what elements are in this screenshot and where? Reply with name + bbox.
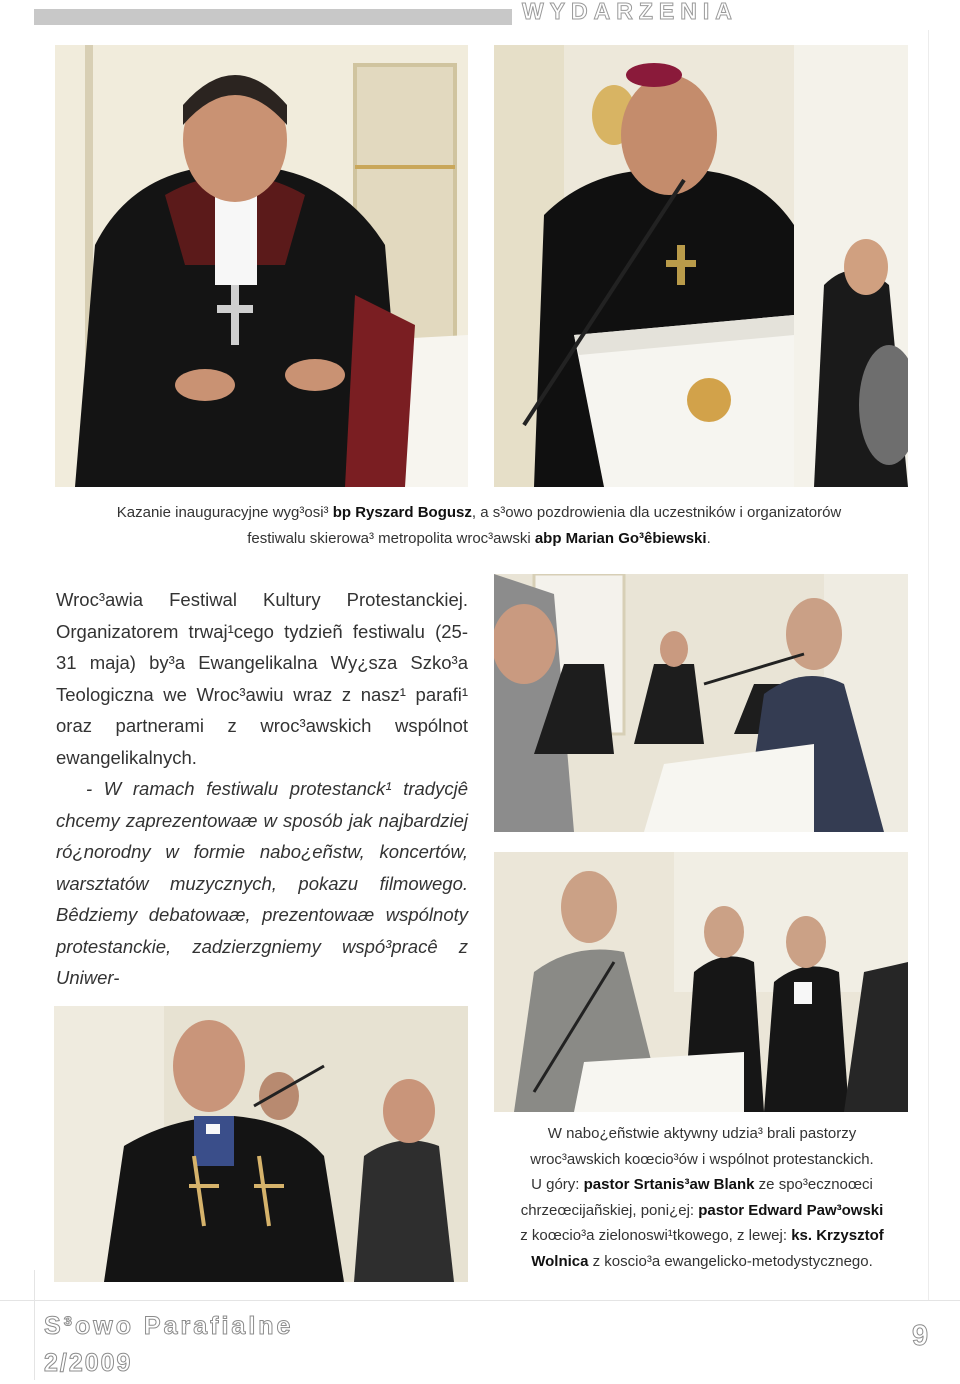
- caption-right-text: U góry:: [531, 1176, 584, 1193]
- article-paragraph: Wroc³awia Festiwal Kultury Protestanckiej. Organizatorem trwaj¹cego tydzieñ festiwalu (25-31 maja) by³a Ewangelikalna Wy¿sza Szko³a Teologiczna we Wroc³awiu wraz z nasz¹ parafi¹ oraz partnerami z wroc³awskich wspólnot ewangelikalnych.: [56, 589, 468, 768]
- caption-right-name-pawlowski: pastor Edward Paw³owski: [698, 1201, 884, 1219]
- caption-right-text: z koscio³a ewangelicko-metodystycznego.: [588, 1252, 873, 1270]
- footer-issue: 2/2009: [44, 1349, 133, 1377]
- header-bar: [34, 9, 512, 25]
- caption-top-text: festiwalu skierowa³ metropolita wroc³awski: [247, 530, 535, 547]
- article-quote: - W ramach festiwalu protestanck¹ tradycjê chcemy zaprezentowaæ w sposób jak najbardziej ró¿norodny w formie nabo¿eñstw, koncertów, warsztatów muzycznych, pokazu filmowego. Bêdziemy debatowaæ, prezentowaæ wspólnoty protestanckie, zadzierzgniemy wspó³pracê z Uniwer-: [56, 778, 468, 988]
- photo-pastor-blank: [494, 574, 908, 832]
- caption-right-text: W nabo¿eñstwie aktywny udzia³ brali pastorzy: [547, 1125, 857, 1142]
- caption-right-text: chrzeœcijañskiej, poni¿ej:: [520, 1201, 699, 1219]
- article-body: [56, 584, 468, 994]
- caption-top: [44, 500, 914, 552]
- caption-top-text: Kazanie inauguracyjne wyg³osi³: [116, 504, 333, 521]
- footer-rule: [0, 1300, 960, 1301]
- caption-top-name-bogusz: bp Ryszard Bogusz: [332, 504, 472, 521]
- caption-right-text: wroc³awskich koœcio³ów i wspólnot protestanckich.: [530, 1150, 874, 1168]
- section-title: WYDARZENIA: [522, 0, 738, 24]
- photo-bishop-bogusz: [55, 45, 468, 487]
- caption-top-name-golebiewski: abp Marian Go³êbiewski: [534, 530, 707, 547]
- right-margin-rule: [928, 30, 929, 1300]
- footer-left-rule: [34, 1270, 35, 1380]
- caption-right-name-wolnica-cont: Wolnica: [531, 1252, 589, 1270]
- caption-right-name-wolnica: ks. Krzysztof: [791, 1227, 884, 1244]
- photo-pastor-wolnica: [54, 1006, 468, 1282]
- caption-right-text: ze spo³ecznoœci: [754, 1176, 873, 1193]
- footer-publication-title: S³owo Parafialne: [44, 1312, 294, 1340]
- photo-archbishop-golebiewski: [494, 45, 908, 487]
- photo-pastor-pawlowski: [494, 852, 908, 1112]
- page-number: 9: [912, 1320, 929, 1352]
- caption-top-text: .: [706, 530, 711, 547]
- caption-right-name-blank: pastor Srtanis³aw Blank: [583, 1176, 755, 1193]
- caption-right-text: z koœcio³a zielonoswi¹tkowego, z lewej:: [520, 1227, 792, 1244]
- caption-top-text: , a s³owo pozdrowienia dla uczestników i organizatorów: [471, 504, 842, 521]
- caption-right: [488, 1121, 916, 1274]
